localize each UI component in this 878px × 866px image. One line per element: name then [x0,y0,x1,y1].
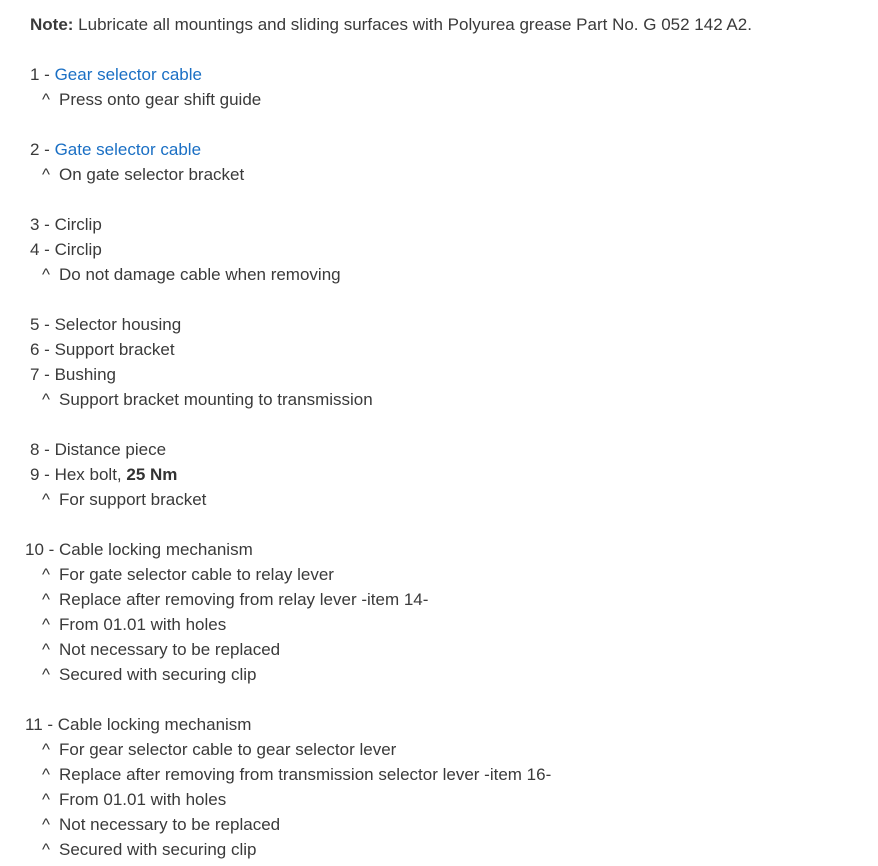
item-11 [0,712,878,737]
caret-icon: ^ [42,790,50,809]
caret-icon: ^ [42,815,50,834]
caret-icon: ^ [42,565,50,584]
spacer [0,412,878,437]
item-number: 10 - [25,540,60,559]
item-number: 7 - [30,365,55,384]
sub-text: Do not damage cable when removing [59,265,341,284]
sub-text: For gear selector cable to gear selector lever [59,740,397,759]
item-2 [0,137,878,162]
item-3 [0,212,878,237]
item-10 [0,537,878,562]
caret-icon: ^ [42,740,50,759]
item-6 [0,337,878,362]
item-11-note-2 [0,762,878,787]
caret-icon: ^ [42,390,50,409]
item-10-note-1 [0,562,878,587]
item-number: 2 - [30,140,55,159]
sub-text: From 01.01 with holes [59,615,227,634]
spacer [0,287,878,312]
spacer [0,112,878,137]
caret-icon: ^ [42,590,50,609]
sub-text: Replace after removing from transmission selector lever -item 16- [59,765,552,784]
item-name: Bushing [54,365,116,384]
sub-text: For gate selector cable to relay lever [59,565,334,584]
caret-icon: ^ [42,665,50,684]
spacer [0,687,878,712]
item-name: Selector housing [54,315,182,334]
item-number: 4 - [30,240,55,259]
item-number: 1 - [30,65,55,84]
item-5 [0,312,878,337]
caret-icon: ^ [42,90,50,109]
spacer [0,512,878,537]
sub-text: Not necessary to be replaced [59,815,281,834]
item-10-note-3 [0,612,878,637]
spacer [0,37,878,62]
item-number: 9 - [30,465,55,484]
sub-text: Secured with securing clip [59,840,257,859]
caret-icon: ^ [42,765,50,784]
sub-text: Press onto gear shift guide [59,90,262,109]
gate-selector-cable-link[interactable]: Gate selector cable [54,140,202,159]
sub-text: From 01.01 with holes [59,790,227,809]
caret-icon: ^ [42,265,50,284]
item-name: Distance piece [54,440,167,459]
caret-icon: ^ [42,615,50,634]
sub-text: Secured with securing clip [59,665,257,684]
item-number: 3 - [30,215,55,234]
item-8 [0,437,878,462]
item-9-note [0,487,878,512]
sub-text: Not necessary to be replaced [59,640,281,659]
item-name: Cable locking mechanism [59,540,253,559]
item-11-note-5 [0,837,878,862]
item-10-note-5 [0,662,878,687]
item-2-note [0,162,878,187]
parts-list-document [0,12,878,862]
item-11-note-4 [0,812,878,837]
caret-icon: ^ [42,640,50,659]
caret-icon: ^ [42,490,50,509]
item-4-note [0,262,878,287]
note-line [0,12,878,37]
item-number: 5 - [30,315,55,334]
item-9 [0,462,878,487]
note-label: Note: [30,15,74,34]
item-10-note-4 [0,637,878,662]
item-1 [0,62,878,87]
item-number: 6 - [30,340,55,359]
item-number: 11 - [25,715,58,734]
item-name: Circlip [54,215,102,234]
item-7 [0,362,878,387]
caret-icon: ^ [42,840,50,859]
item-10-note-2 [0,587,878,612]
item-1-note [0,87,878,112]
sub-text: On gate selector bracket [59,165,245,184]
item-name: Hex bolt, [54,465,127,484]
item-11-note-1 [0,737,878,762]
gear-selector-cable-link[interactable]: Gear selector cable [54,65,202,84]
torque-value: 25 Nm [126,465,178,484]
spacer [0,187,878,212]
item-7-note [0,387,878,412]
item-number: 8 - [30,440,55,459]
item-name: Circlip [54,240,102,259]
note-text: Lubricate all mountings and sliding surfaces with Polyurea grease Part No. G 052 142 A2. [73,15,752,34]
item-11-note-3 [0,787,878,812]
sub-text: Replace after removing from relay lever -item 14- [59,590,429,609]
item-name: Cable locking mechanism [57,715,252,734]
caret-icon: ^ [42,165,50,184]
item-4 [0,237,878,262]
item-name: Support bracket [54,340,175,359]
sub-text: Support bracket mounting to transmission [59,390,373,409]
sub-text: For support bracket [59,490,207,509]
